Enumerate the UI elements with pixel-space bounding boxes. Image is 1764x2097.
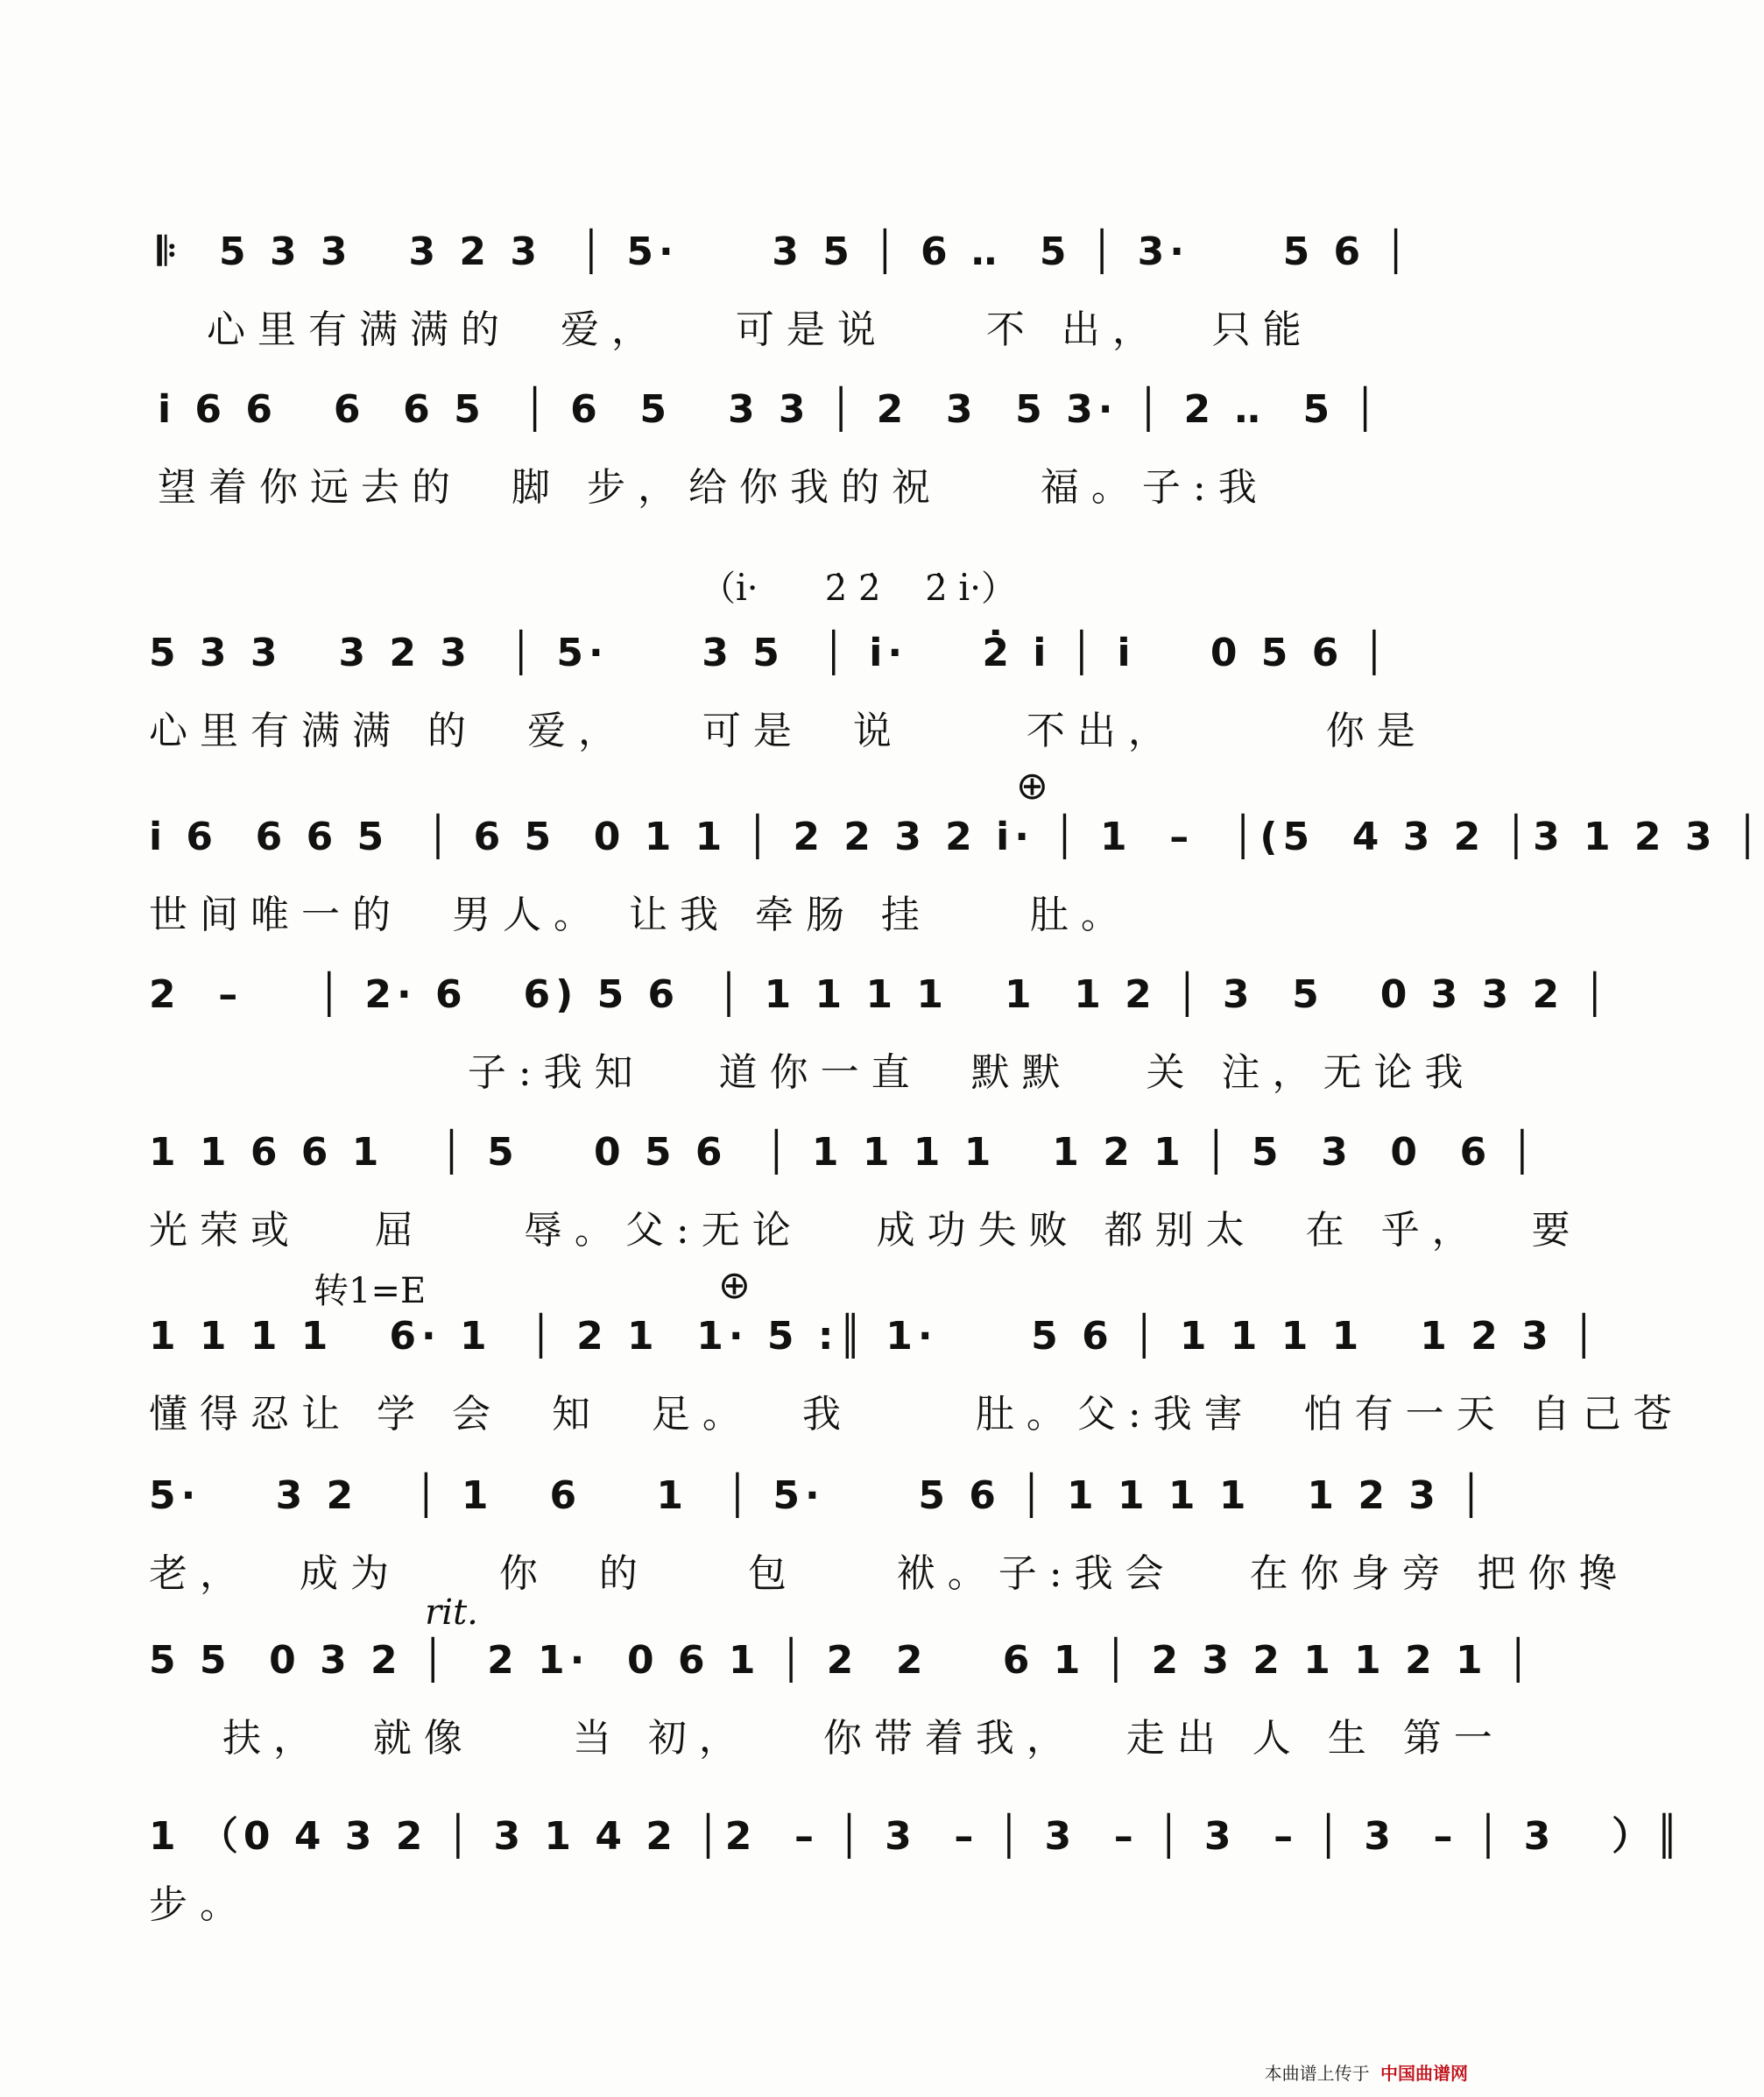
system-notes: 1 1 1 1 6· 1 │ 2 1 1· 5 :║ 1· 5 6 │ 1 1 1 1 1 2 3 │ (149, 1314, 1601, 1359)
system-lyrics: 子:我知 道你一直 默默 关 注，无论我 (149, 1050, 1476, 1095)
system-notes: 2 – │ 2· 6 6) 5 6 │ 1 1 1 1 1 1 2 │ 3 5 0 3 3 2 │ (149, 972, 1612, 1017)
system-notes: 5 5 0 3 2 │ 2 1· 0 6 1 │ 2 2 6 1 │ 2 3 2 1 1 2 1 │ (149, 1638, 1535, 1683)
system-lyrics: 老， 成为 你 的 包 袱。子:我会 在你身旁 把你搀 (149, 1551, 1630, 1596)
tempo-marking: rit. (158, 1592, 478, 1633)
coda-sign: ⊕ (718, 1263, 751, 1308)
system-lyrics: 步。 (149, 1882, 250, 1927)
system-lyrics: 扶， 就像 当 初， 你带着我， 走出 人 生 第一 (149, 1716, 1505, 1761)
system-notes: 5 3 3 3 2 3 │ 5· 3 5 │ i̇· 2̇ i̇ │ i̇ 0 5 6 │ (149, 631, 1392, 675)
system-lyrics: 心里有满满的 爱， 可是说 不 出， 只能 (158, 307, 1314, 352)
footer (1265, 2059, 1468, 2085)
system-notes: 1 （0 4 3 2 │ 3 1 4 2 │2 – │ 3 – │ 3 – │ 3 – │ 3 – │ 3 ）║ (149, 1814, 1684, 1859)
system-notes: 1 1 6 6 1 │ 5 0 5 6 │ 1 1 1 1 1 2 1 │ 5 3 0 6 │ (149, 1130, 1540, 1175)
system-notes: i̇ 6 6 6 5 │ 6 5 0 1 1 │ 2 2 3 2 i̇· │ 1 – │(5 4 3 2 │3 1 2 3 │ (149, 815, 1764, 859)
footer-brand[interactable]: 中国曲谱网 (1380, 2063, 1468, 2084)
alternate-notes: （i̇· 2̇ 2̇ 2̇ i̇·） (701, 568, 1016, 609)
system-lyrics: 世间唯一的 男人。 让我 牵肠 挂 肚。 (149, 893, 1132, 937)
footer-prefix: 本曲谱上传于 (1264, 2063, 1370, 2084)
system-lyrics: 懂得忍让 学 会 知 足。 我 肚。父:我害 怕有一天 自己苍 (149, 1392, 1684, 1437)
coda-sign: ⊕ (1016, 764, 1048, 808)
system-notes: 5· 3 2 │ 1 6 1 │ 5· 5 6 │ 1 1 1 1 1 2 3 │ (149, 1473, 1488, 1518)
system-notes: i̇ 6 6 6 6 5 │ 6 5 3 3 │ 2 3 5 3· │ 2 ‥ 5 │ (158, 387, 1382, 432)
system-lyrics: 望着你远去的 脚 步，给你我的祝 福。子:我 (158, 465, 1269, 510)
system-notes: 𝄆 5 3 3 3 2 3 │ 5· 3 5 │ 6 ‥ 5 │ 3· 5 6 │ (158, 229, 1413, 274)
system-lyrics: 心里有满满 的 爱， 可是 说 不出， 你是 (149, 709, 1428, 753)
system-lyrics: 光荣或 屈 辱。父:无论 成功失败 都别太 在 乎， 要 (149, 1208, 1583, 1253)
key-change: 转1=E (158, 1271, 427, 1311)
